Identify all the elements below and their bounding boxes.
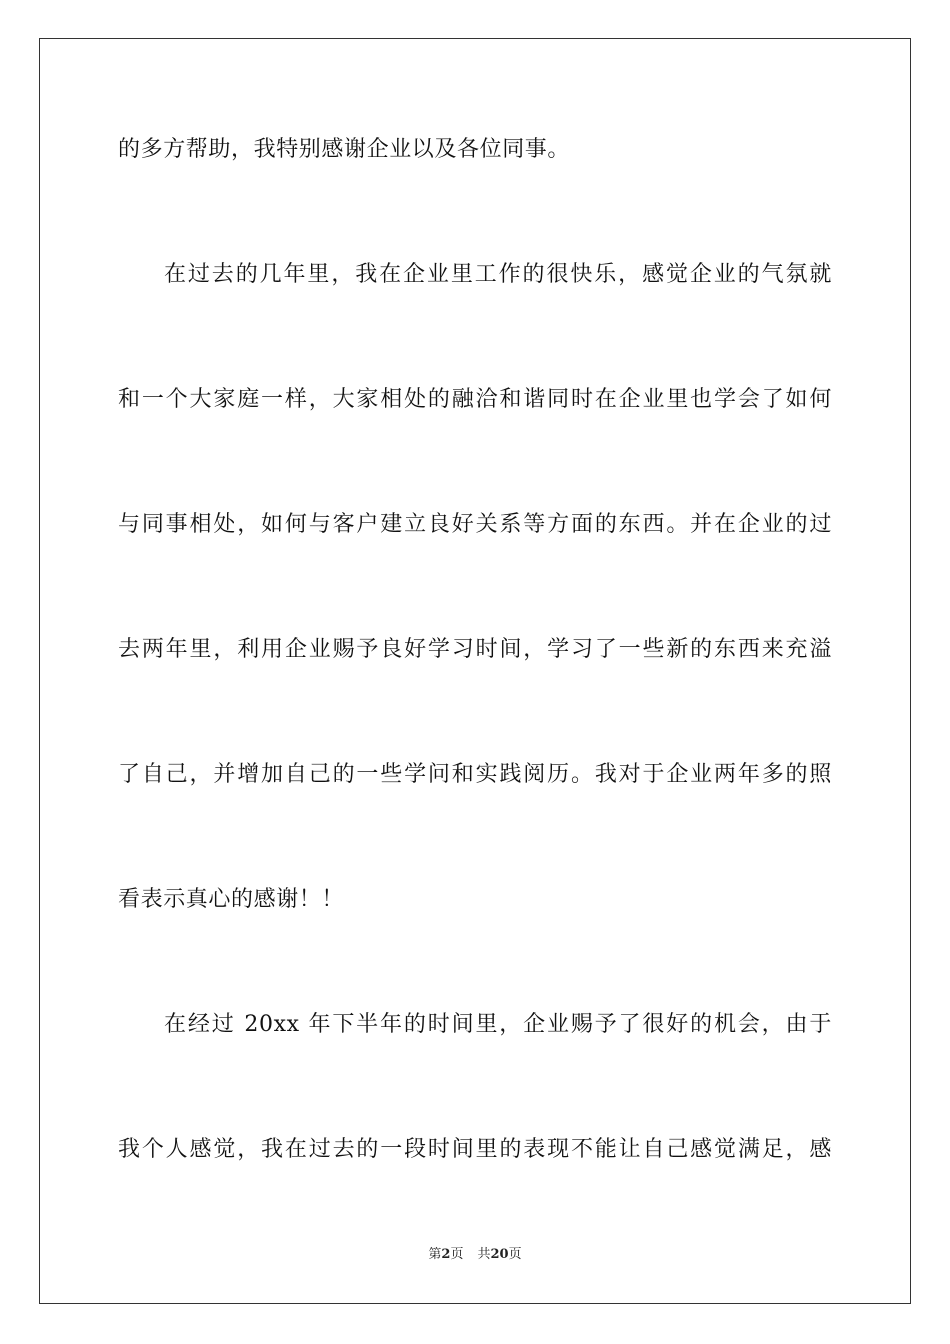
body-text-line-8: 在经过 20xx 年下半年的时间里，企业赐予了很好的机会，由于 (164, 1012, 832, 1037)
body-text-line-5: 去两年里，利用企业赐予良好学习时间，学习了一些新的东西来充溢 (118, 637, 832, 662)
body-text-line-7: 看表示真心的感谢！！ (118, 887, 345, 912)
total-unit: 页 (508, 1247, 522, 1262)
page-footer (0, 1247, 950, 1263)
current-page-number: 2 (441, 1247, 451, 1262)
body-text-line-9: 我个人感觉，我在过去的一段时间里的表现不能让自己感觉满足，感 (118, 1137, 832, 1162)
page-prefix: 第 (428, 1247, 442, 1262)
body-text-line-1: 的多方帮助，我特别感谢企业以及各位同事。 (118, 137, 571, 162)
page-border (39, 38, 911, 1304)
body-text-line-4: 与同事相处，如何与客户建立良好关系等方面的东西。并在企业的过 (118, 512, 832, 537)
body-text-line-3: 和一个大家庭一样，大家相处的融洽和谐同时在企业里也学会了如何 (118, 387, 832, 412)
page-unit: 页 (450, 1247, 464, 1262)
body-text-line-6: 了自己，并增加自己的一些学问和实践阅历。我对于企业两年多的照 (118, 762, 832, 787)
body-text-line-2: 在过去的几年里，我在企业里工作的很快乐，感觉企业的气氛就 (164, 262, 832, 287)
total-page-count: 20 (490, 1247, 509, 1262)
total-prefix: 共 (477, 1247, 491, 1262)
